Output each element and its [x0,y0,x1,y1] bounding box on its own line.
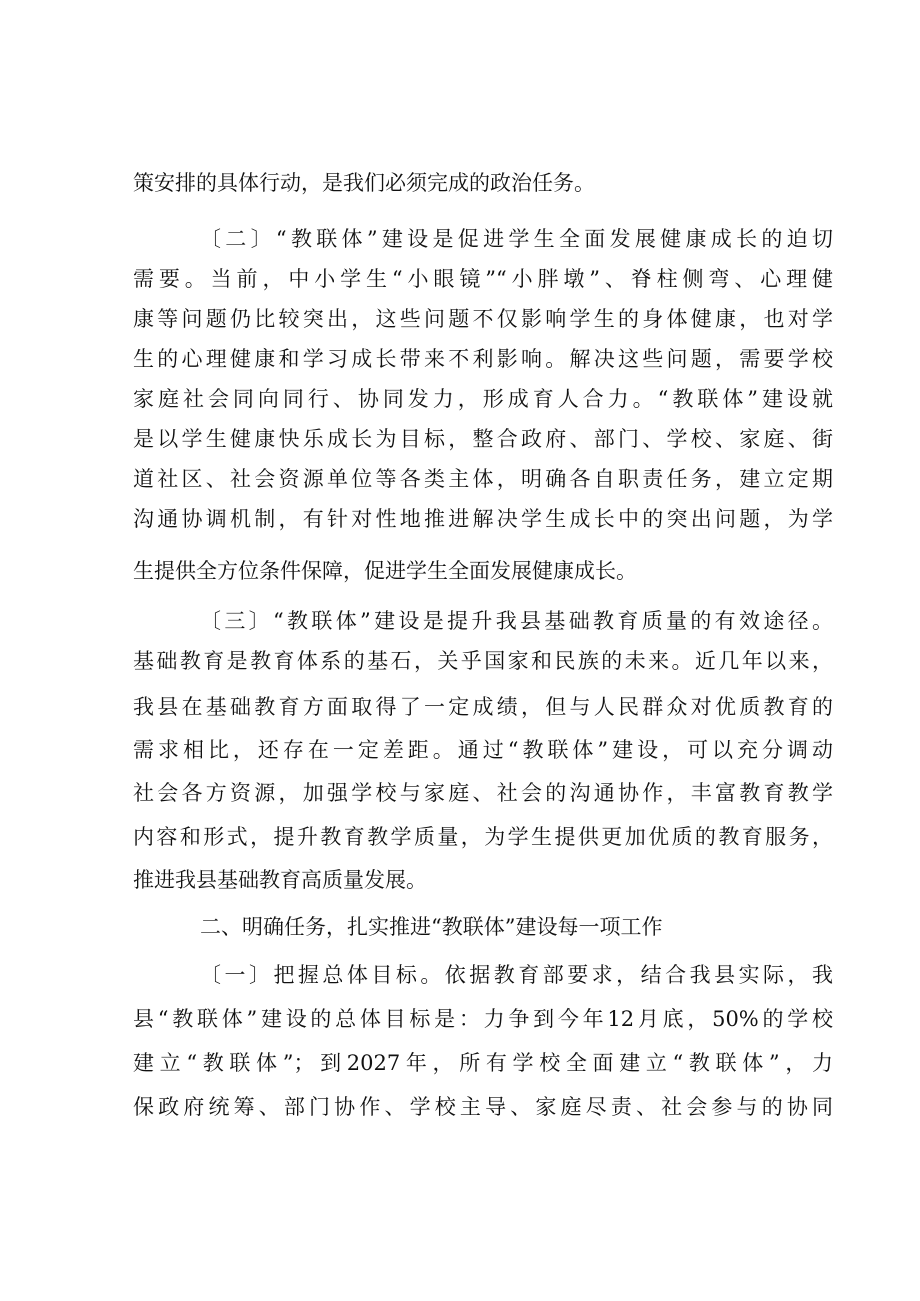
text-line: 推进我县基础教育高质量发展。 [133,868,427,892]
text-line: 建立“教联体”；到2027年，所有学校全面建立“教联体”，力 [133,1051,833,1075]
text-line: 生的心理健康和学习成长带来不利影响。解决这些问题，需要学校 [133,347,833,371]
text-line: 社会各方资源，加强学校与家庭、社会的沟通协作，丰富教育教学 [133,781,833,805]
text-line: 基础教育是教育体系的基石，关乎国家和民族的未来。近几年以来， [133,649,833,673]
paragraph-3-heading-line: 〔三〕“教联体”建设是提升我县基础教育质量的有效途径。 [200,609,833,633]
paragraph-2-heading-line: 〔二〕“教联体”建设是促进学生全面发展健康成长的迫切 [200,227,833,251]
text-line: 保政府统筹、部门协作、学校主导、家庭尽责、社会参与的协同 [133,1095,833,1119]
text-line: 是以学生健康快乐成长为目标，整合政府、部门、学校、家庭、街 [133,427,833,451]
paragraph-heading-line: 〔一〕把握总体目标。依据教育部要求，结合我县实际，我 [200,963,833,987]
text-line: 内容和形式，提升教育教学质量，为学生提供更加优质的教育服务， [133,825,833,849]
text-line: 康等问题仍比较突出，这些问题不仅影响学生的身体健康，也对学 [133,307,833,331]
text-line: 需求相比，还存在一定差距。通过“教联体”建设，可以充分调动 [133,738,833,762]
text-line: 道社区、社会资源单位等各类主体，明确各自职责任务，建立定期 [133,467,833,491]
text-line: 县“教联体”建设的总体目标是：力争到今年12月底，50%的学校 [133,1007,833,1031]
text-line: 我县在基础教育方面取得了一定成绩，但与人民群众对优质教育的 [133,695,833,719]
text-line: 需要。当前，中小学生“小眼镜”“小胖墩”、脊柱侧弯、心理健 [133,267,833,291]
section-heading: 二、明确任务，扎实推进“教联体”建设每一项工作 [200,915,663,939]
text-line: 家庭社会同向同行、协同发力，形成育人合力。“教联体”建设就 [133,387,833,411]
text-line: 沟通协调机制，有针对性地推进解决学生成长中的突出问题，为学 [133,507,833,531]
text-line: 策安排的具体行动，是我们必须完成的政治任务。 [133,171,595,195]
text-line: 生提供全方位条件保障，促进学生全面发展健康成长。 [133,559,637,583]
